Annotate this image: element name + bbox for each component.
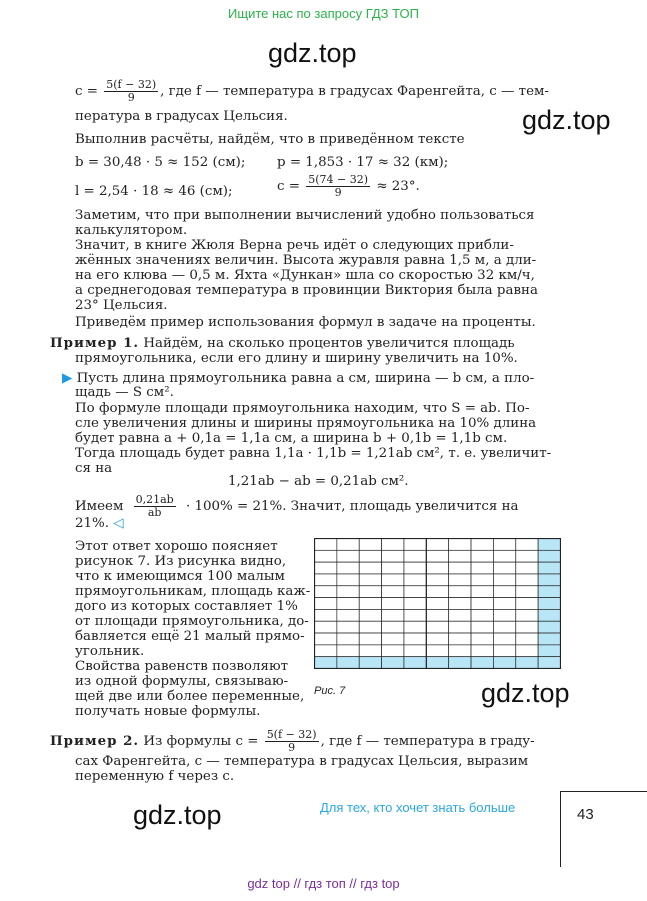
text-line: Приведём пример использования формул в задаче на проценты. <box>75 315 536 330</box>
text-line: b = 30,48 · 5 ≈ 152 (см); <box>75 155 246 170</box>
small-rect <box>449 562 471 574</box>
small-rect <box>493 574 515 586</box>
small-rect <box>471 539 493 551</box>
small-rect <box>359 621 381 633</box>
small-rect <box>337 609 359 621</box>
watermark: gdz.top <box>481 678 570 708</box>
small-rect <box>493 598 515 610</box>
added-rect <box>337 657 359 669</box>
added-rect <box>538 539 560 551</box>
small-rect <box>382 562 404 574</box>
formula-line <box>277 174 420 199</box>
denominator: 9 <box>288 741 296 754</box>
formula-line <box>75 494 519 519</box>
text-line: прямоугольника, если его длину и ширину увеличить на 10%. <box>75 351 518 366</box>
small-rect <box>449 550 471 562</box>
added-rect <box>538 609 560 621</box>
text-line: сах Фаренгейта, c — температура в градусах Цельсия, выразим <box>75 754 529 769</box>
formula-line: 1,21ab − ab = 0,21ab см². <box>228 474 409 489</box>
small-rect <box>337 598 359 610</box>
small-rect <box>493 586 515 598</box>
added-rect <box>404 657 426 669</box>
text-line: Выполнив расчёты, найдём, что в приведённом тексте <box>75 132 465 147</box>
text-line: дого из которых составляет 1% <box>75 599 298 614</box>
solution-end-icon: ◁ <box>113 516 124 531</box>
added-rect <box>315 657 337 669</box>
small-rect <box>404 598 426 610</box>
added-rect <box>359 657 381 669</box>
small-rect <box>516 645 538 657</box>
small-rect <box>315 645 337 657</box>
small-rect <box>382 598 404 610</box>
small-rect <box>382 645 404 657</box>
small-rect <box>471 586 493 598</box>
small-rect <box>315 562 337 574</box>
fraction <box>306 174 370 199</box>
small-rect <box>337 539 359 551</box>
small-rect <box>382 621 404 633</box>
small-rect <box>404 586 426 598</box>
small-rect <box>359 598 381 610</box>
watermark: gdz.top <box>522 105 611 135</box>
small-rect <box>426 621 448 633</box>
text-line: l = 2,54 · 18 ≈ 46 (см); <box>75 184 233 199</box>
small-rect <box>382 633 404 645</box>
small-rect <box>493 633 515 645</box>
text-line: на его клюва — 0,5 м. Яхта «Дункан» шла со скоростью 32 км/ч, <box>75 268 535 283</box>
text-line: По формуле площади прямоугольника находим, что S = ab. По- <box>75 401 530 416</box>
small-rect <box>471 562 493 574</box>
small-rect <box>426 598 448 610</box>
small-rect <box>426 609 448 621</box>
text: ≈ 23°. <box>376 179 420 194</box>
small-rect <box>471 645 493 657</box>
text-line: жённых значениях величин. Высота журавля равна 1,5 м, а дли- <box>75 253 537 268</box>
small-rect <box>315 586 337 598</box>
small-rect <box>426 645 448 657</box>
text-line: Этот ответ хорошо поясняет <box>75 539 278 554</box>
small-rect <box>337 550 359 562</box>
watermark: gdz.top <box>133 800 222 830</box>
small-rect <box>337 562 359 574</box>
example-label: Пример 1. <box>50 335 140 351</box>
small-rect <box>315 609 337 621</box>
small-rect <box>404 645 426 657</box>
small-rect <box>493 621 515 633</box>
small-rect <box>382 574 404 586</box>
example-label: Пример 2. <box>50 733 140 749</box>
text-line: будет равна a + 0,1a = 1,1a см, а ширина b + 0,1b = 1,1b см. <box>75 431 508 446</box>
text: c = <box>75 84 98 99</box>
fraction <box>104 79 158 104</box>
small-rect <box>516 609 538 621</box>
small-rect <box>359 609 381 621</box>
formula-line <box>75 79 549 104</box>
text-line: калькулятором. <box>75 223 188 238</box>
small-rect <box>493 562 515 574</box>
text-line: рисунок 7. Из рисунка видно, <box>75 554 287 569</box>
text-line: сле увеличения длины и ширины прямоугольника на 10% длина <box>75 416 537 431</box>
denominator: ab <box>147 506 162 519</box>
added-rect <box>538 550 560 562</box>
small-rect <box>359 633 381 645</box>
text-line: что к имеющимся 100 малым <box>75 569 285 584</box>
small-rect <box>337 621 359 633</box>
small-rect <box>359 550 381 562</box>
added-rect <box>471 657 493 669</box>
footer-divider <box>560 791 647 792</box>
footer-divider <box>560 792 561 867</box>
small-rect <box>315 550 337 562</box>
fraction <box>134 494 176 519</box>
text-line: Значит, в книге Жюля Верна речь идёт о следующих прибли- <box>75 238 514 253</box>
small-rect <box>516 574 538 586</box>
added-rect <box>382 657 404 669</box>
small-rect <box>516 562 538 574</box>
small-rect <box>337 633 359 645</box>
small-rect <box>426 633 448 645</box>
small-rect <box>449 586 471 598</box>
small-rect <box>404 574 426 586</box>
example-line <box>50 336 515 352</box>
text: · 100% = 21%. Значит, площадь увеличится на <box>185 499 519 514</box>
small-rect <box>382 586 404 598</box>
text-line: щадь — S см². <box>75 385 174 400</box>
added-rect <box>538 574 560 586</box>
small-rect <box>382 539 404 551</box>
text-line: Тогда площадь будет равна 1,1a · 1,1b = 1,21ab см², т. е. увеличит- <box>75 446 552 461</box>
small-rect <box>404 621 426 633</box>
small-rect <box>493 645 515 657</box>
added-rect <box>426 657 448 669</box>
added-rect <box>538 586 560 598</box>
small-rect <box>315 574 337 586</box>
text-line: p = 1,853 · 17 ≈ 32 (км); <box>277 155 449 170</box>
figure-7-grid <box>314 538 561 669</box>
added-rect <box>538 621 560 633</box>
small-rect <box>426 574 448 586</box>
added-rect <box>449 657 471 669</box>
small-rect <box>493 609 515 621</box>
small-rect <box>516 586 538 598</box>
footer-tagline: Для тех, кто хочет знать больше <box>320 800 516 815</box>
text-line: получать новые формулы. <box>75 704 261 719</box>
small-rect <box>315 633 337 645</box>
small-rect <box>359 539 381 551</box>
small-rect <box>449 598 471 610</box>
example-line <box>50 729 535 754</box>
numerator: 0,21ab <box>135 493 174 506</box>
small-rect <box>404 550 426 562</box>
small-rect <box>315 621 337 633</box>
text: Пусть длина прямоугольника равна a см, ширина — b см, а пло- <box>76 371 535 386</box>
small-rect <box>382 550 404 562</box>
small-rect <box>337 574 359 586</box>
small-rect <box>516 539 538 551</box>
fraction <box>265 729 319 754</box>
small-rect <box>449 621 471 633</box>
small-rect <box>516 598 538 610</box>
added-rect <box>538 657 560 669</box>
text: Найдём, на сколько процентов увеличится площадь <box>143 336 515 351</box>
small-rect <box>359 574 381 586</box>
small-rect <box>449 633 471 645</box>
small-rect <box>471 609 493 621</box>
added-rect <box>538 645 560 657</box>
small-rect <box>493 550 515 562</box>
small-rect <box>315 598 337 610</box>
text-line: а среднегодовая температура в провинции Виктория была равна <box>75 283 538 298</box>
added-rect <box>538 562 560 574</box>
small-rect <box>449 574 471 586</box>
text-line: Заметим, что при выполнении вычислений удобно пользоваться <box>75 208 535 223</box>
added-rect <box>538 633 560 645</box>
text-line: щей две или более переменные, <box>75 689 305 704</box>
small-rect <box>359 586 381 598</box>
page-number: 43 <box>577 806 594 823</box>
solution-start-icon: ▶ <box>62 371 73 386</box>
small-rect <box>493 539 515 551</box>
small-rect <box>426 562 448 574</box>
text-line: угольник. <box>75 644 145 659</box>
numerator: 5(f − 32) <box>106 78 157 91</box>
small-rect <box>426 586 448 598</box>
small-rect <box>471 633 493 645</box>
small-rect <box>471 574 493 586</box>
denominator: 9 <box>127 91 135 104</box>
text-line <box>75 516 124 532</box>
text: 21%. <box>75 516 110 531</box>
small-rect <box>359 562 381 574</box>
small-rect <box>516 550 538 562</box>
small-rect <box>315 539 337 551</box>
figure-caption: Рис. 7 <box>314 685 346 697</box>
small-rect <box>359 645 381 657</box>
small-rect <box>404 539 426 551</box>
top-banner[interactable]: Ищите нас по запросу ГДЗ ТОП <box>228 6 419 21</box>
text: Из формулы c = <box>143 734 259 749</box>
bottom-links[interactable]: gdz top // гдз топ // гдз top <box>247 876 400 891</box>
added-rect <box>538 598 560 610</box>
small-rect <box>516 621 538 633</box>
text-line: Свойства равенств позволяют <box>75 659 289 674</box>
small-rect <box>471 621 493 633</box>
small-rect <box>471 550 493 562</box>
small-rect <box>449 539 471 551</box>
text-line: переменную f через c. <box>75 769 235 784</box>
text-line: 23° Цельсия. <box>75 298 168 313</box>
small-rect <box>337 586 359 598</box>
small-rect <box>404 633 426 645</box>
added-rect <box>493 657 515 669</box>
small-rect <box>404 562 426 574</box>
text: c = <box>277 179 300 194</box>
small-rect <box>426 550 448 562</box>
denominator: 9 <box>334 186 342 199</box>
small-rect <box>337 645 359 657</box>
watermark: gdz.top <box>268 38 357 68</box>
small-rect <box>449 645 471 657</box>
small-rect <box>426 539 448 551</box>
small-rect <box>404 609 426 621</box>
numerator: 5(f − 32) <box>266 728 317 741</box>
text: , где f — температура в граду- <box>320 734 535 749</box>
small-rect <box>382 609 404 621</box>
text-line: от площади прямоугольника, до- <box>75 614 309 629</box>
text-line: бавляется ещё 21 малый прямо- <box>75 629 305 644</box>
text-line: из одной формулы, связываю- <box>75 674 289 689</box>
text-line: ся на <box>75 461 113 476</box>
numerator: 5(74 − 32) <box>308 173 369 186</box>
small-rect <box>449 609 471 621</box>
text-line: прямоугольникам, площадь каж- <box>75 584 311 599</box>
added-rect <box>516 657 538 669</box>
text: Имеем <box>75 499 124 514</box>
text-line: пература в градусах Цельсия. <box>75 109 288 124</box>
text: , где f — температура в градусах Фаренгейта, c — тем- <box>160 84 549 99</box>
small-rect <box>471 598 493 610</box>
small-rect <box>516 633 538 645</box>
